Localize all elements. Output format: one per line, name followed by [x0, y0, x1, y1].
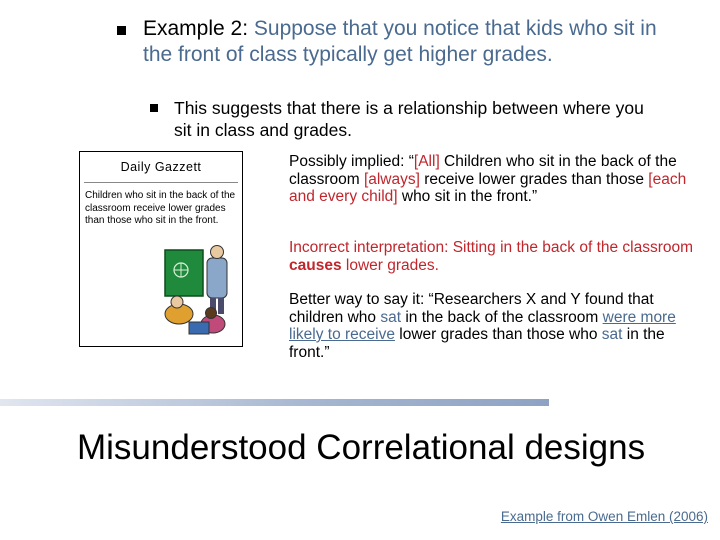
sub-bullet: This suggests that there is a relationship between where you sit in class and grades. — [174, 98, 644, 140]
incorrect-text-2: lower grades. — [341, 256, 439, 274]
implied-text-3: receive lower grades than those — [419, 170, 649, 188]
implied-text-2: Children who sit in the back of the classroom — [289, 153, 677, 188]
better-more-likely: were more likely to receive — [289, 308, 676, 343]
better-sat-1: sat — [380, 308, 402, 326]
bullet-1-marker — [117, 26, 126, 35]
slide-title: Misunderstood Correlational designs — [77, 428, 646, 467]
example-prefix: Example 2: — [143, 17, 254, 40]
title-divider — [0, 399, 549, 406]
implied-paragraph — [289, 153, 699, 206]
better-text-3: lower grades than those who — [394, 326, 602, 343]
implied-text-1: Possibly implied: “ — [289, 153, 414, 170]
better-text-1: Better way to say it: “Researchers X and Y found that children who — [289, 291, 654, 326]
bullet-2-marker — [150, 104, 158, 112]
implied-red-always: [always] — [363, 170, 420, 188]
better-text-4: in the front.” — [289, 326, 665, 361]
example-accent-text: Suppose that you notice that kids who sit in the front of class typically get higher grades. — [143, 17, 657, 66]
implied-text-4: who sit in the front.” — [397, 188, 538, 205]
newspaper-body: Children who sit in the back of the classroom receive lower grades than those who sit in the front. — [85, 190, 236, 226]
example-bullet — [143, 16, 663, 68]
implied-red-each: [each and every child] — [289, 170, 687, 205]
classroom-clipart-icon — [163, 242, 235, 338]
newspaper-rule — [84, 182, 238, 183]
incorrect-text-1: Incorrect interpretation: Sitting in the back of the classroom — [289, 239, 694, 256]
better-paragraph — [289, 291, 699, 361]
newspaper-title: Daily Gazzett — [120, 160, 202, 174]
better-text-2: in the back of the classroom — [401, 308, 603, 326]
source-credit-link[interactable]: Example from Owen Emlen (2006) — [500, 509, 708, 524]
better-sat-2: sat — [601, 326, 623, 343]
incorrect-emphasis: causes — [289, 256, 342, 274]
newspaper-box — [79, 151, 243, 347]
incorrect-paragraph — [289, 239, 699, 274]
implied-red-all: [All] — [413, 153, 440, 170]
